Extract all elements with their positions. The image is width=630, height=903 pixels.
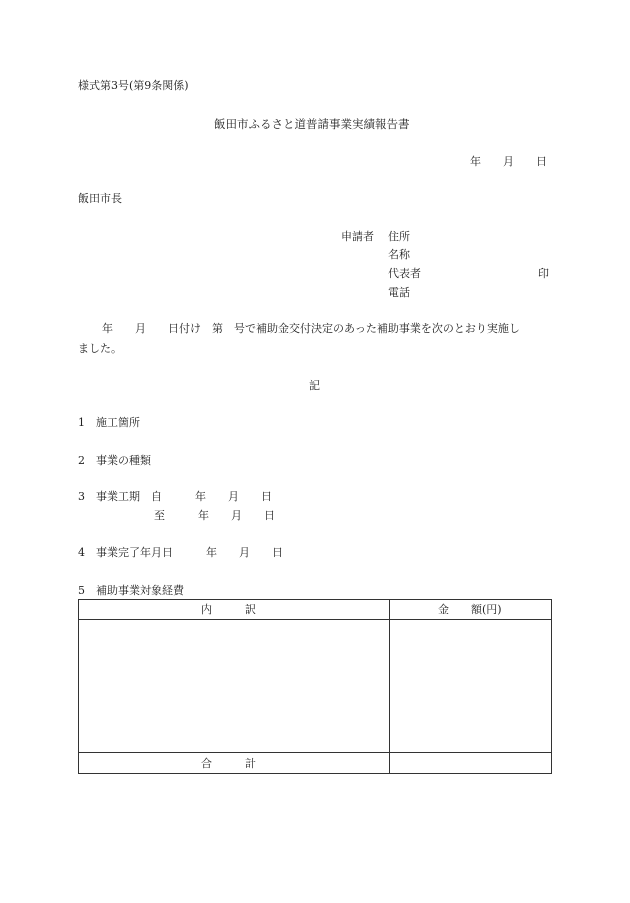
body-text-line1: 年 月 日付け 第 号で補助金交付決定のあった補助事業を次のとおり実施し: [102, 322, 520, 335]
addressee: 飯田市長: [78, 192, 122, 205]
seal-mark: 印: [538, 267, 549, 280]
item-costs: 5 補助事業対象経費: [78, 584, 184, 597]
applicant-address: 住所: [388, 230, 410, 243]
item-completion: 4 事業完了年月日 年 月 日: [78, 546, 283, 559]
item-period-to: 至 年 月 日: [154, 509, 275, 522]
header-amount: 金 額(円): [438, 603, 502, 616]
date-line: 年 月 日: [470, 155, 547, 168]
body-text-line2: ました。: [78, 342, 122, 355]
ki-heading: 記: [309, 379, 320, 392]
document-title: 飯田市ふるさと道普請事業実績報告書: [214, 117, 410, 131]
applicant-phone: 電話: [388, 286, 410, 299]
applicant-name: 名称: [388, 248, 410, 261]
item-type: 2 事業の種類: [78, 454, 151, 467]
header-divider: [79, 619, 551, 620]
applicant-label: 申請者: [341, 230, 374, 243]
column-divider: [389, 600, 390, 773]
applicant-representative: 代表者: [388, 267, 421, 280]
header-breakdown: 内 訳: [201, 603, 256, 616]
item-site: 1 施工箇所: [78, 416, 140, 429]
expense-table: [78, 599, 552, 774]
form-number: 様式第3号(第9条関係): [78, 79, 189, 92]
item-period: 3 事業工期 自 年 月 日: [78, 490, 272, 503]
total-label: 合 計: [201, 757, 256, 770]
total-divider: [79, 752, 551, 753]
